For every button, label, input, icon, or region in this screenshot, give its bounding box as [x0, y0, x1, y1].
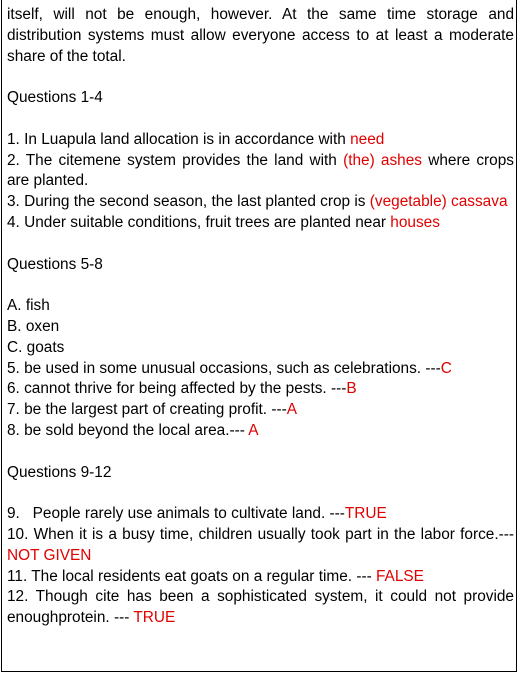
answer-6: B [346, 380, 357, 398]
spacer [7, 483, 514, 504]
answer-10: NOT GIVEN [7, 546, 92, 564]
question-3: 3. During the second season, the last planted crop is (vegetable) cassava [7, 193, 508, 211]
answer-9: TRUE [344, 505, 387, 523]
spacer [7, 109, 514, 130]
question-10: 10. When it is a busy time, children usually took part in the labor force.--- NOT GIVEN [7, 525, 514, 564]
question-11: 11. The local residents eat goats on a regular time. --- FALSE [7, 567, 424, 585]
answer-11: FALSE [376, 567, 424, 585]
spacer [7, 275, 514, 296]
answer-5: C [440, 359, 452, 377]
question-5: 5. be used in some unusual occasions, such as celebrations. ---C [7, 359, 452, 377]
question-6: 6. cannot thrive for being affected by the pests. ---B [7, 380, 357, 398]
answer-12: TRUE [133, 609, 176, 627]
answer-1: need [350, 130, 385, 148]
question-1: 1. In Luapula land allocation is in accordance with need [7, 130, 385, 148]
answer-3: (vegetable) cassava [369, 193, 508, 211]
question-2: 2. The citemene system provides the land with (the) ashes where crops are planted. [7, 151, 514, 190]
answer-4: houses [390, 213, 440, 231]
document-page [1, 0, 517, 672]
intro-paragraph: itself, will not be enough, however. At the same time storage and distribution systems must allow everyone access to at least a moderate share of the total. [7, 6, 514, 65]
spacer [7, 234, 514, 255]
answer-7: A [286, 401, 297, 419]
section-heading-5-8: Questions 5-8 [7, 255, 103, 273]
option-a: A. fish [7, 297, 50, 315]
question-7: 7. be the largest part of creating profit. ---A [7, 401, 297, 419]
answer-8: A [248, 421, 259, 439]
question-12: 12. Though cite has been a sophisticated system, it could not provide enoughprotein. --- TRUE [7, 588, 514, 627]
question-8: 8. be sold beyond the local area.--- A [7, 421, 259, 439]
option-b: B. oxen [7, 317, 60, 335]
question-9: 9. People rarely use animals to cultivate land. ---TRUE [7, 505, 387, 523]
section-heading-9-12: Questions 9-12 [7, 463, 112, 481]
section-heading-1-4: Questions 1-4 [7, 89, 103, 107]
answer-2: (the) ashes [343, 151, 422, 169]
spacer [7, 442, 514, 463]
spacer [7, 67, 514, 88]
option-c: C. goats [7, 338, 65, 356]
question-4: 4. Under suitable conditions, fruit trees are planted near houses [7, 213, 440, 231]
